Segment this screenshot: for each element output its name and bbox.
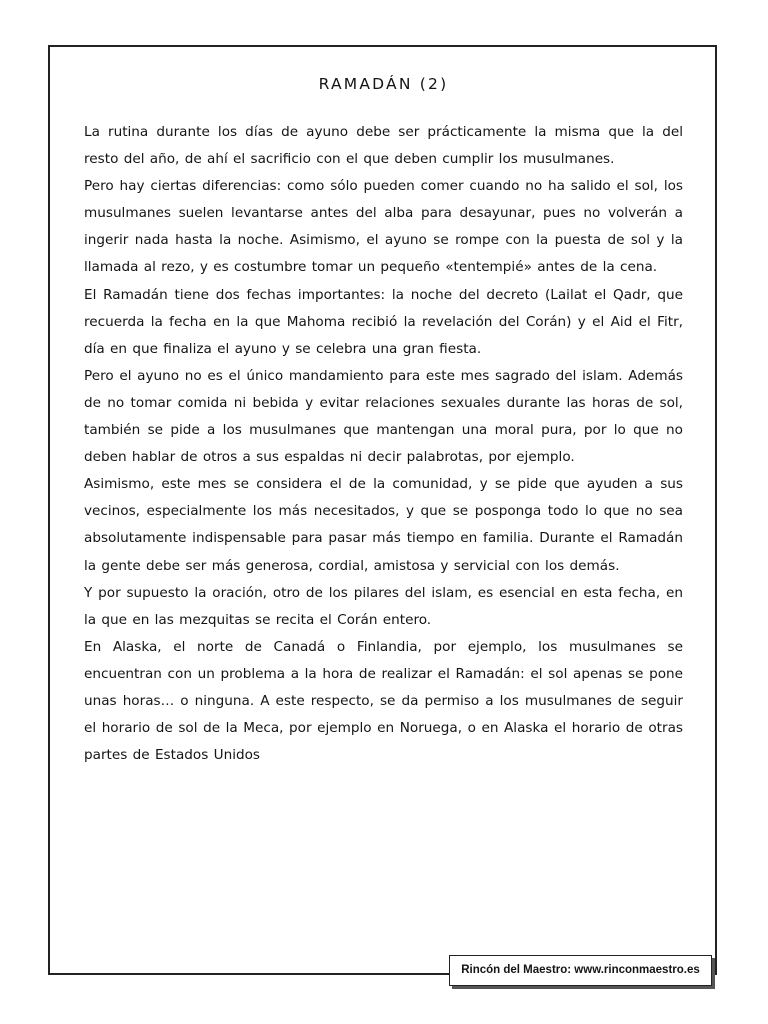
- document-page: [48, 45, 717, 975]
- footer-credit: Rincón del Maestro: www.rinconmaestro.es: [461, 964, 700, 976]
- paragraph: Y por supuesto la oración, otro de los pilares del islam, es esencial en esta fecha, en la que en las mezquitas se recita el Corán entero.: [84, 584, 683, 628]
- paragraph: Pero el ayuno no es el único mandamiento para este mes sagrado del islam. Además de no tomar comida ni bebida y evitar relaciones sexuales durante las horas de sol, también se pide a los musulmanes que mantengan una moral pura, por lo que no deben hablar de otros a sus espaldas ni decir palabrotas, por ejemplo.: [84, 367, 683, 466]
- document-body: [84, 119, 683, 769]
- page-title: RAMADÁN (2): [318, 75, 449, 93]
- paragraph: La rutina durante los días de ayuno debe ser prácticamente la misma que la del resto del año, de ahí el sacrificio con el que deben cumplir los musulmanes.: [84, 124, 683, 168]
- paragraph: El Ramadán tiene dos fechas importantes: la noche del decreto (Lailat el Qadr, que recuerda la fecha en la que Mahoma recibió la revelación del Corán) y el Aid el Fitr, día en que finaliza el ayuno y se celebra una gran fiesta.: [84, 286, 683, 357]
- paragraph: Pero hay ciertas diferencias: como sólo pueden comer cuando no ha salido el sol, los musulmanes suelen levantarse antes del alba para desayunar, pues no volverán a ingerir nada hasta la noche. Asimismo, el ayuno se rompe con la puesta de sol y la llamada al rezo, y es costumbre tomar un pequeño «tentempié» antes de la cena.: [84, 178, 683, 276]
- paragraph: Asimismo, este mes se considera el de la comunidad, y se pide que ayuden a sus vecinos, especialmente los más necesitados, y que se posponga todo lo que no sea absolutamente indispensable para pasar más tiempo en familia. Durante el Ramadán la gente debe ser más generosa, cordial, amistosa y servicial con los demás.: [84, 476, 683, 574]
- paragraph: En Alaska, el norte de Canadá o Finlandia, por ejemplo, los musulmanes se encuentran con un problema a la hora de realizar el Ramadán: el sol apenas se pone unas horas… o ninguna. A este respecto, se da permiso a los musulmanes de seguir el horario de sol de la Meca, por ejemplo en Noruega, o en Alaska el horario de otras partes de Estados Unidos: [84, 638, 683, 764]
- footer-credit-box: [449, 955, 712, 986]
